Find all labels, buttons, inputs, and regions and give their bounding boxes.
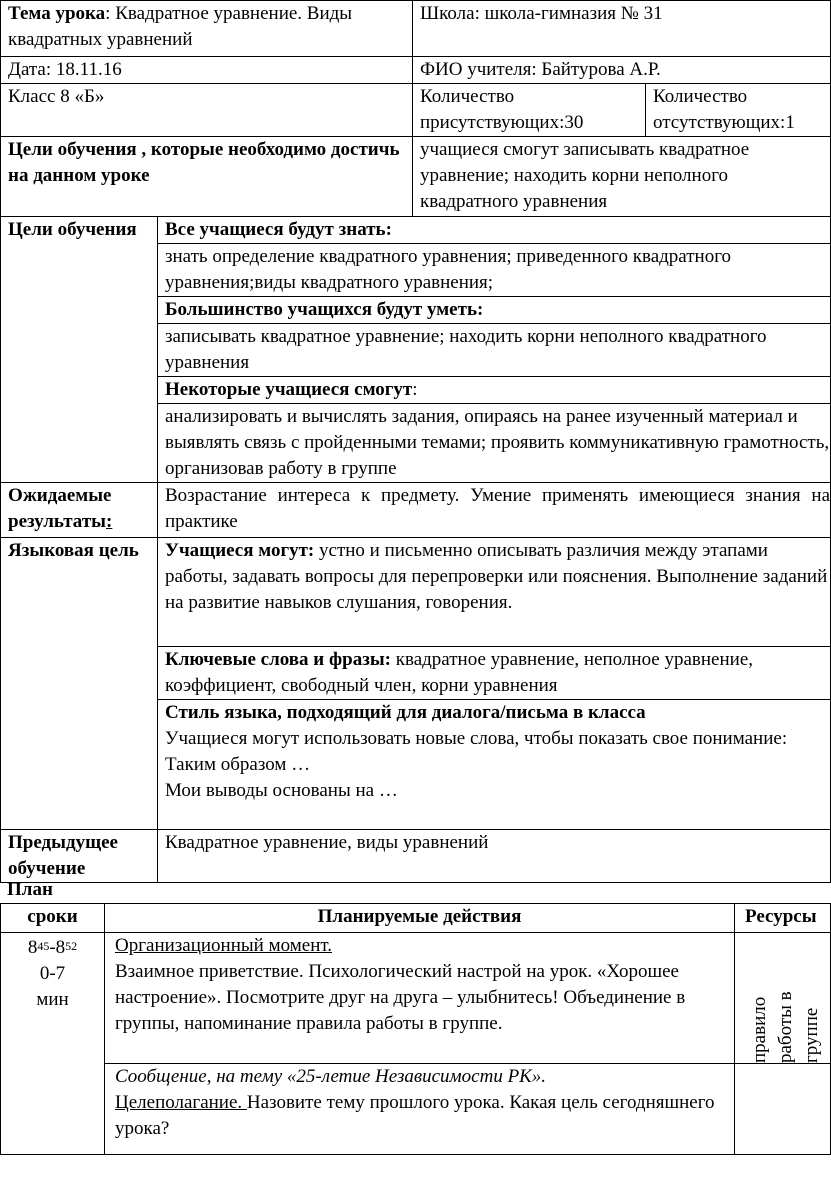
objectives-label: Цели обучения [8, 219, 137, 240]
expected-colon: : [106, 511, 113, 532]
org-moment-text: Взаимное приветствие. Психологический настрой на урок. «Хорошее настроение». Посмотрите друг на друга – улыбнитесь! Объединение в группы, напоминание правила работы в группе. [115, 961, 686, 1034]
keywords-cell [158, 647, 831, 700]
goal-setting-text: Назовите тему прошлого урока. Какая цель сегодняшнего урока? [115, 1092, 715, 1139]
col-actions-header [105, 904, 735, 933]
duration-unit: мин [36, 989, 69, 1010]
actions-cell-1 [105, 933, 735, 1064]
expected-text-cell [158, 483, 831, 538]
duration: 0-7 [39, 963, 66, 984]
expected-text: Возрастание интереса к предмету. Умение применять имеющиеся знания на практике [165, 485, 831, 532]
most-students-heading: Большинство учащихся будут уметь: [165, 299, 484, 320]
previous-label-cell [1, 830, 158, 883]
language-can-cell [158, 538, 831, 647]
goal-setting-label: Целеполагание. [115, 1092, 247, 1113]
resource-line-3: группе [801, 1007, 822, 1063]
date-value: Дата: 18.11.16 [8, 59, 122, 80]
language-style-cell [158, 700, 831, 830]
some-students-heading-cell [158, 377, 831, 404]
class-cell [1, 84, 413, 137]
some-students-colon: : [412, 379, 418, 400]
col-time-label: сроки [27, 906, 78, 927]
language-label-cell [1, 538, 158, 830]
most-students-text: записывать квадратное уравнение; находить корни неполного квадратного уравнения [165, 326, 767, 373]
time-cell [1, 933, 105, 1155]
school-cell [413, 1, 831, 57]
resource-line-1: правило [749, 996, 770, 1063]
all-students-heading: Все учащиеся будут знать: [165, 219, 392, 240]
most-students-heading-cell [158, 297, 831, 324]
col-resources-header [735, 904, 831, 933]
absent-count: Количество отсутствующих:1 [653, 86, 795, 133]
present-cell [413, 84, 646, 137]
expected-label: Ожидаемые результаты [8, 485, 112, 532]
most-students-text-cell [158, 324, 831, 377]
topic-value: : Квадратное уравнение. Виды квадратных уравнений [8, 3, 353, 50]
teacher-cell [413, 57, 831, 84]
col-resources-label: Ресурсы [745, 906, 817, 927]
time-end-minutes: 52 [65, 939, 78, 953]
plan-title: План [7, 879, 53, 900]
goals-label: Цели обучения , которые необходимо достичь на данном уроке [8, 139, 400, 186]
goals-value: учащиеся смогут записывать квадратное уравнение; находить корни неполного квадратного уравнения [420, 139, 750, 212]
previous-label: Предыдущее обучение [8, 832, 118, 879]
language-style-text: Учащиеся могут использовать новые слова, чтобы показать свое понимание: [165, 728, 788, 749]
language-can-text: устно и письменно описывать различия между этапами работы, задавать вопросы для перепроверки или пояснения. Выполнение заданий на развитие навыков слушания, говорения. [165, 540, 828, 613]
org-moment-title: Организационный момент. [115, 935, 332, 956]
topic-label: Тема урока [8, 3, 106, 24]
goals-label-cell [1, 137, 413, 217]
plan-table [0, 903, 831, 1155]
previous-text: Квадратное уравнение, виды уравнений [165, 832, 489, 853]
phrase-1: Таким образом … [165, 754, 311, 775]
class-value: Класс 8 «Б» [8, 86, 105, 107]
language-style-heading: Стиль языка, подходящий для диалога/письма в класса [165, 702, 646, 723]
resource-text [747, 991, 825, 1063]
previous-text-cell [158, 830, 831, 883]
school-value: Школа: школа-гимназия № 31 [420, 3, 663, 24]
date-cell [1, 57, 413, 84]
all-students-text: знать определение квадратного уравнения; приведенного квадратного уравнения;виды квадратного уравнения; [165, 246, 732, 293]
resource-cell-1 [735, 933, 831, 1064]
teacher-value: ФИО учителя: Байтурова А.Р. [420, 59, 661, 80]
col-actions-label: Планируемые действия [317, 906, 522, 927]
col-time-header [1, 904, 105, 933]
resource-cell-2 [735, 1064, 831, 1155]
time-start: 8 [27, 937, 38, 958]
absent-cell [646, 84, 831, 137]
language-label: Языковая цель [8, 540, 139, 561]
actions-cell-2 [105, 1064, 735, 1155]
keywords-heading: Ключевые слова и фразы: [165, 649, 391, 670]
expected-label-cell [1, 483, 158, 538]
time-start-minutes: 45 [37, 939, 50, 953]
resource-line-2: работы в [775, 991, 796, 1063]
goals-value-cell [413, 137, 831, 217]
all-students-text-cell [158, 244, 831, 297]
some-students-text-cell [158, 404, 831, 483]
phrase-2: Мои выводы основаны на … [165, 780, 398, 801]
time-separator: -8 [49, 937, 66, 958]
present-count: Количество присутствующих:30 [420, 86, 584, 133]
all-students-heading-cell [158, 217, 831, 244]
language-can-heading: Учащиеся могут: [165, 540, 315, 561]
independence-message: Сообщение, на тему «25-летие Независимости РК». [115, 1066, 547, 1087]
keywords-text: квадратное уравнение, неполное уравнение, коэффициент, свободный член, корни уравнения [165, 649, 754, 696]
some-students-text: анализировать и вычислять задания, опираясь на ранее изученный материал и выявлять связь с пройденными темами; проявить коммуникативную грамотность, организовав работу в группе [165, 406, 830, 479]
topic-cell [1, 1, 413, 57]
some-students-heading: Некоторые учащиеся смогут [165, 379, 413, 400]
objectives-label-cell [1, 217, 158, 483]
